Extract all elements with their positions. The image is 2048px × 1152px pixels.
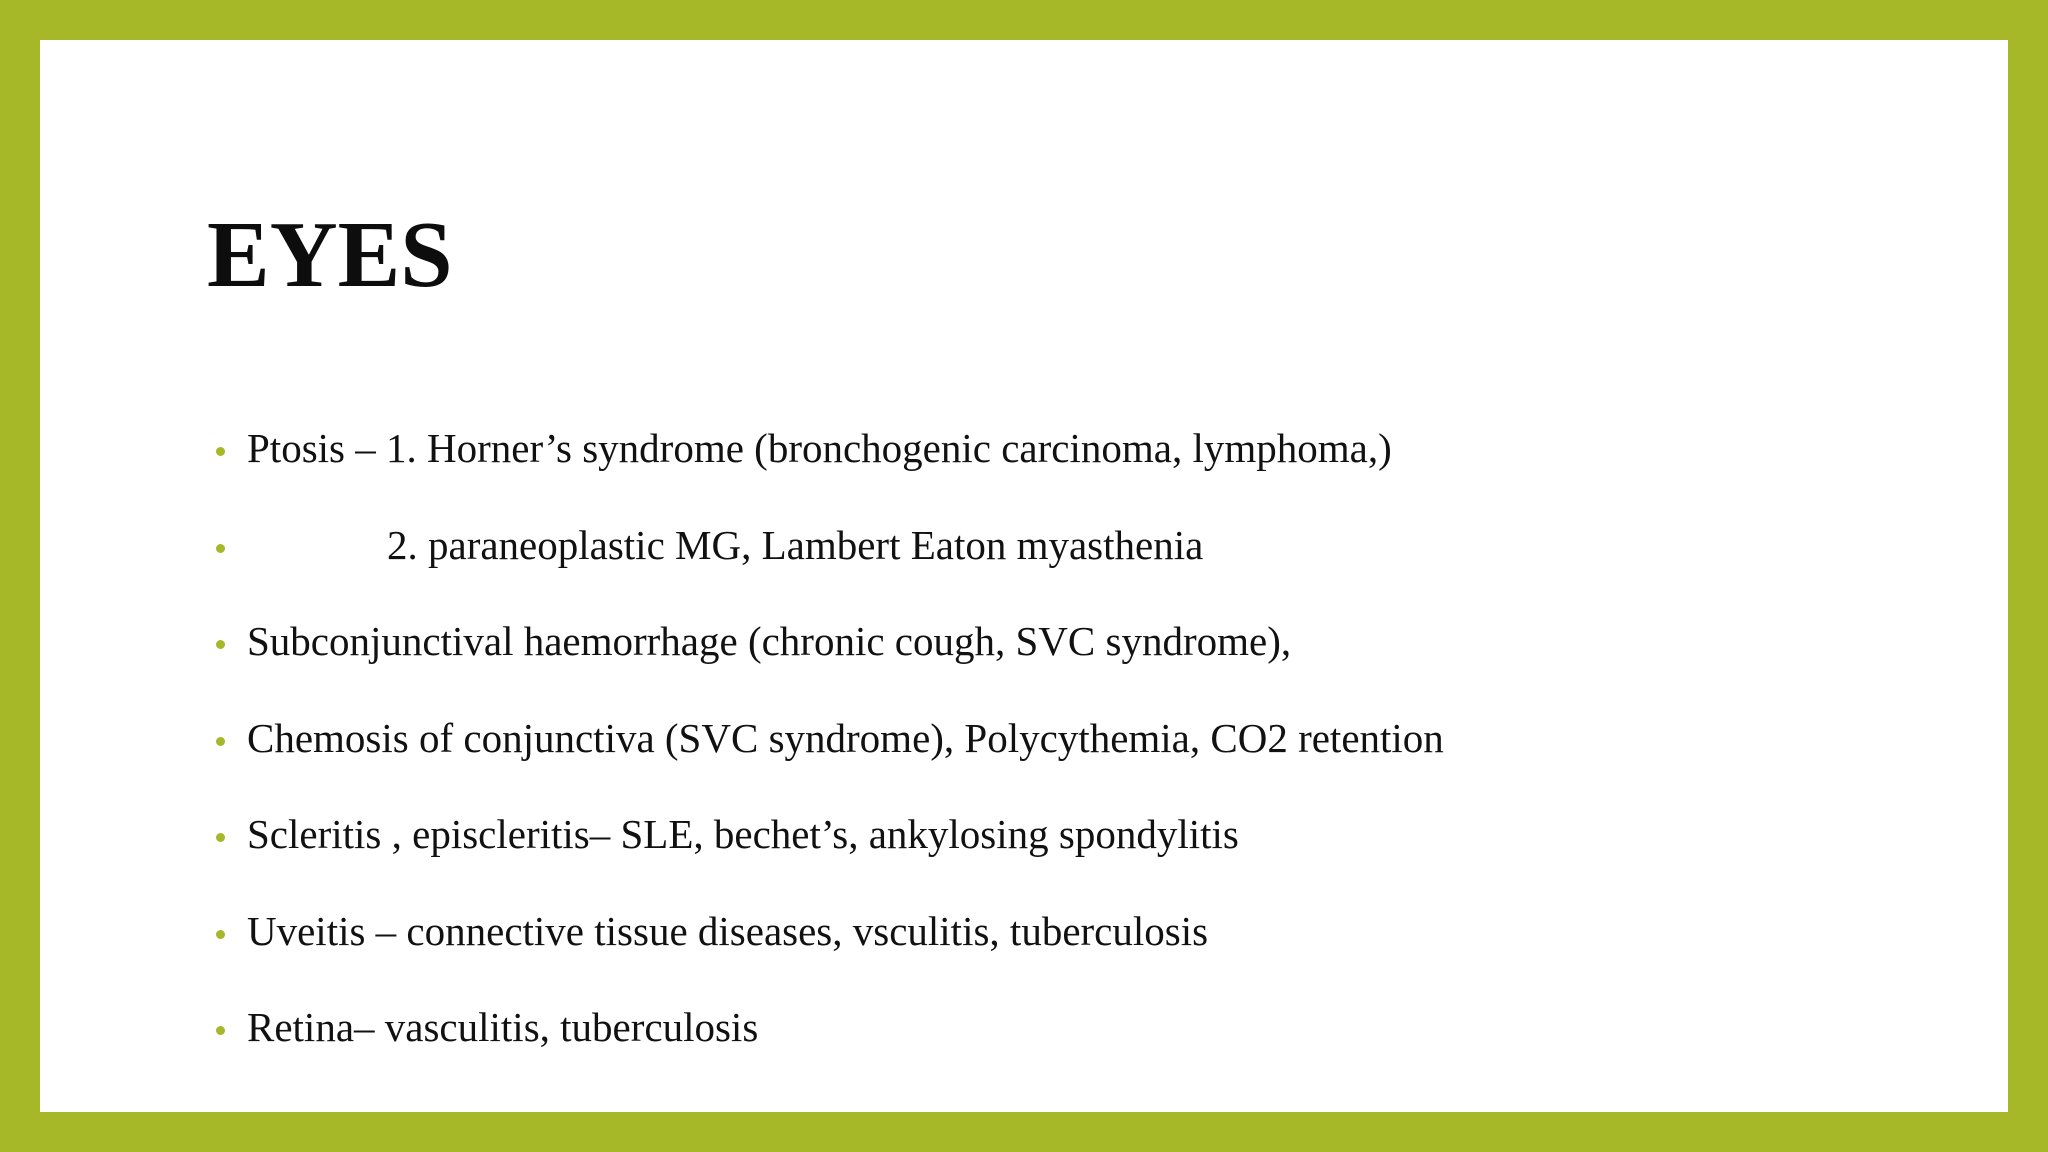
bullet-dot-icon [216, 833, 225, 842]
bullet-text: Ptosis – 1. Horner’s syndrome (bronchogenic carcinoma, lymphoma,) [247, 425, 1392, 472]
bullet-dot-icon [216, 640, 225, 649]
bullet-text: Chemosis of conjunctiva (SVC syndrome), Polycythemia, CO2 retention [247, 714, 1444, 761]
bullet-dot-icon [216, 544, 225, 553]
bullet-dot-icon [216, 930, 225, 939]
bullet-dot-icon [216, 1026, 225, 1035]
bullet-dot-icon [216, 447, 225, 456]
bullet-text: Retina– vasculitis, tuberculosis [247, 1004, 759, 1051]
bullet-text: Uveitis – connective tissue diseases, vsculitis, tuberculosis [247, 907, 1209, 954]
slide-canvas [40, 40, 2008, 1112]
bullet-text: 2. paraneoplastic MG, Lambert Eaton myasthenia [387, 521, 1204, 568]
bullet-text: Scleritis , episcleritis– SLE, bechet’s, ankylosing spondylitis [247, 811, 1239, 858]
bullet-dot-icon [216, 737, 225, 746]
bullet-text: Subconjunctival haemorrhage (chronic cough, SVC syndrome), [247, 618, 1292, 665]
slide-title: EYES [207, 203, 453, 307]
